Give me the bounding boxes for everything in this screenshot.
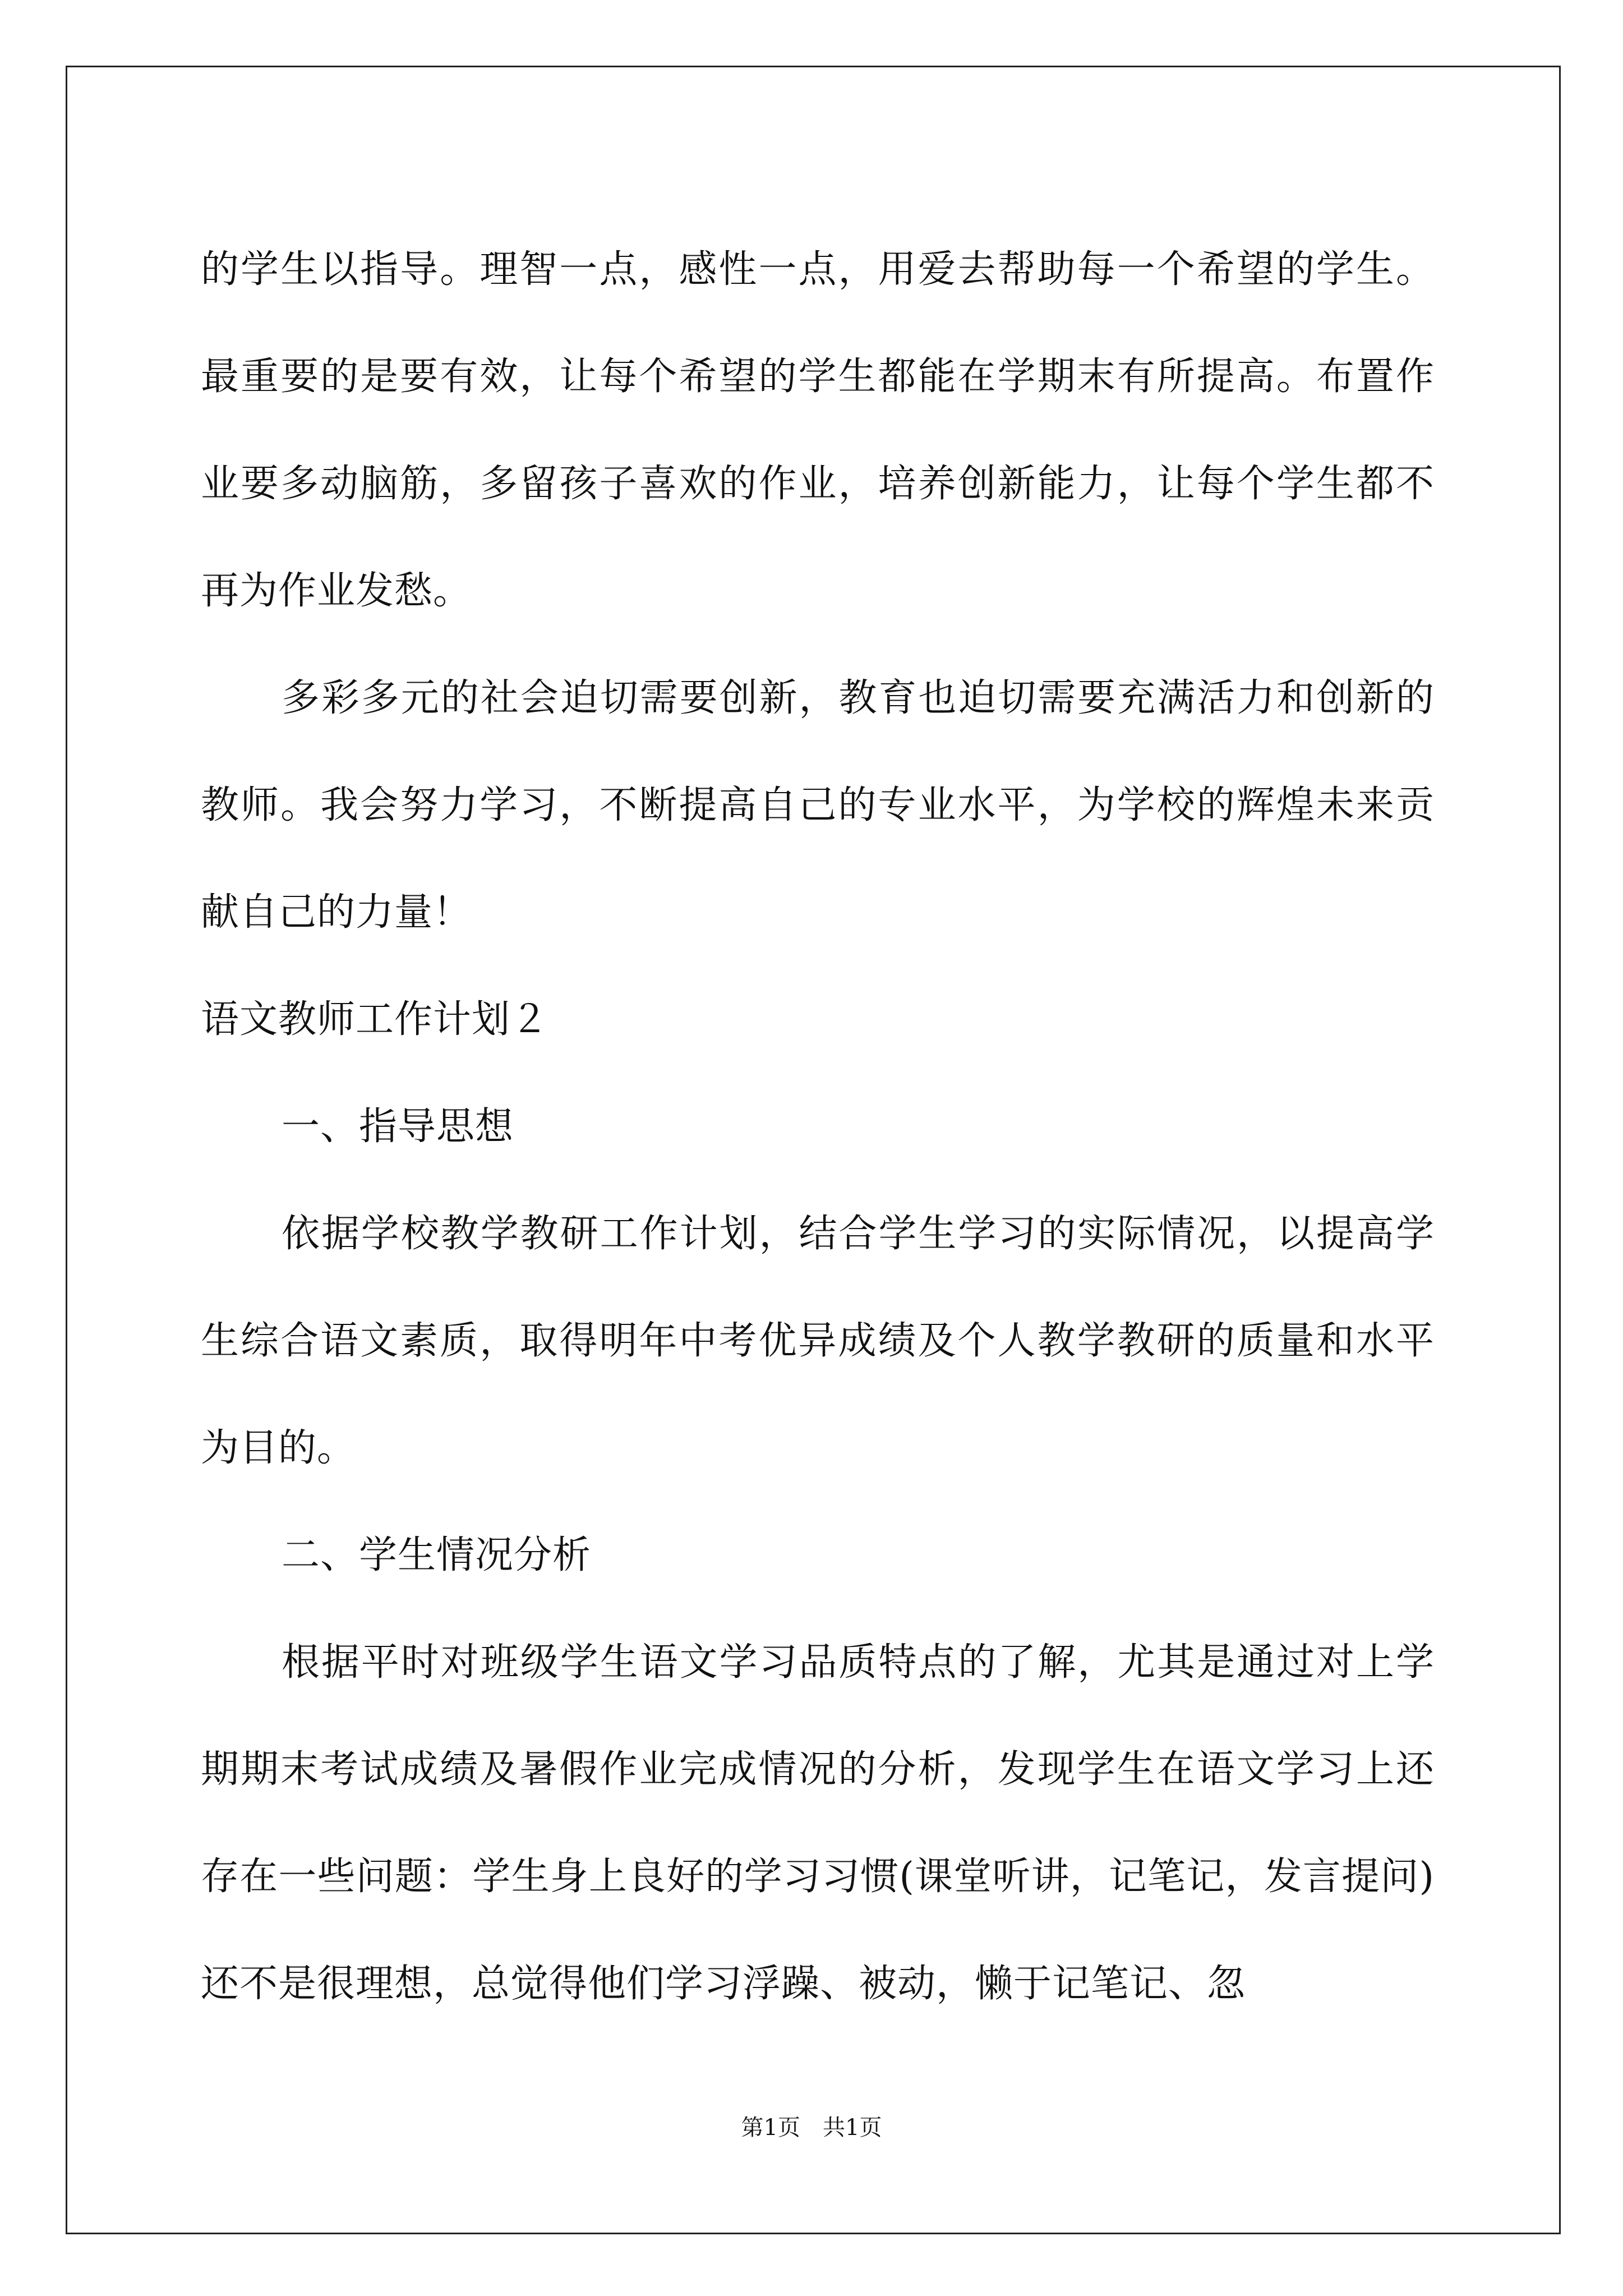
page-number-footer: 第1页 共1页 bbox=[741, 2115, 882, 2141]
paragraph: 根据平时对班级学生语文学习品质特点的了解，尤其是通过对上学期期末考试成绩及暑假作业完成情况的分析，发现学生在语文学习上还存在一些问题：学生身上良好的学习习惯(课堂听讲，记笔记，发言提问)还不是很理想，总觉得他们学习浮躁、被动，懒于记笔记、忽 bbox=[201, 1640, 1435, 2006]
paragraph: 依据学校教学教研工作计划，结合学生学习的实际情况，以提高学生综合语文素质，取得明年中考优异成绩及个人教学教研的质量和水平为目的。 bbox=[201, 1212, 1435, 1470]
section-title: 语文教师工作计划２ bbox=[201, 997, 550, 1042]
document-body bbox=[201, 216, 1435, 2037]
paragraph: 的学生以指导。理智一点，感性一点，用爱去帮助每一个希望的学生。最重要的是要有效，让每个希望的学生都能在学期末有所提高。布置作业要多动脑筋，多留孩子喜欢的作业，培养创新能力，让每个学生都不再为作业发愁。 bbox=[201, 247, 1435, 613]
section-heading: 二、学生情况分析 bbox=[282, 1533, 592, 1577]
section-heading: 一、指导思想 bbox=[282, 1105, 514, 1149]
paragraph: 多彩多元的社会迫切需要创新，教育也迫切需要充满活力和创新的教师。我会努力学习，不断提高自己的专业水平，为学校的辉煌未来贡献自己的力量！ bbox=[201, 676, 1435, 935]
